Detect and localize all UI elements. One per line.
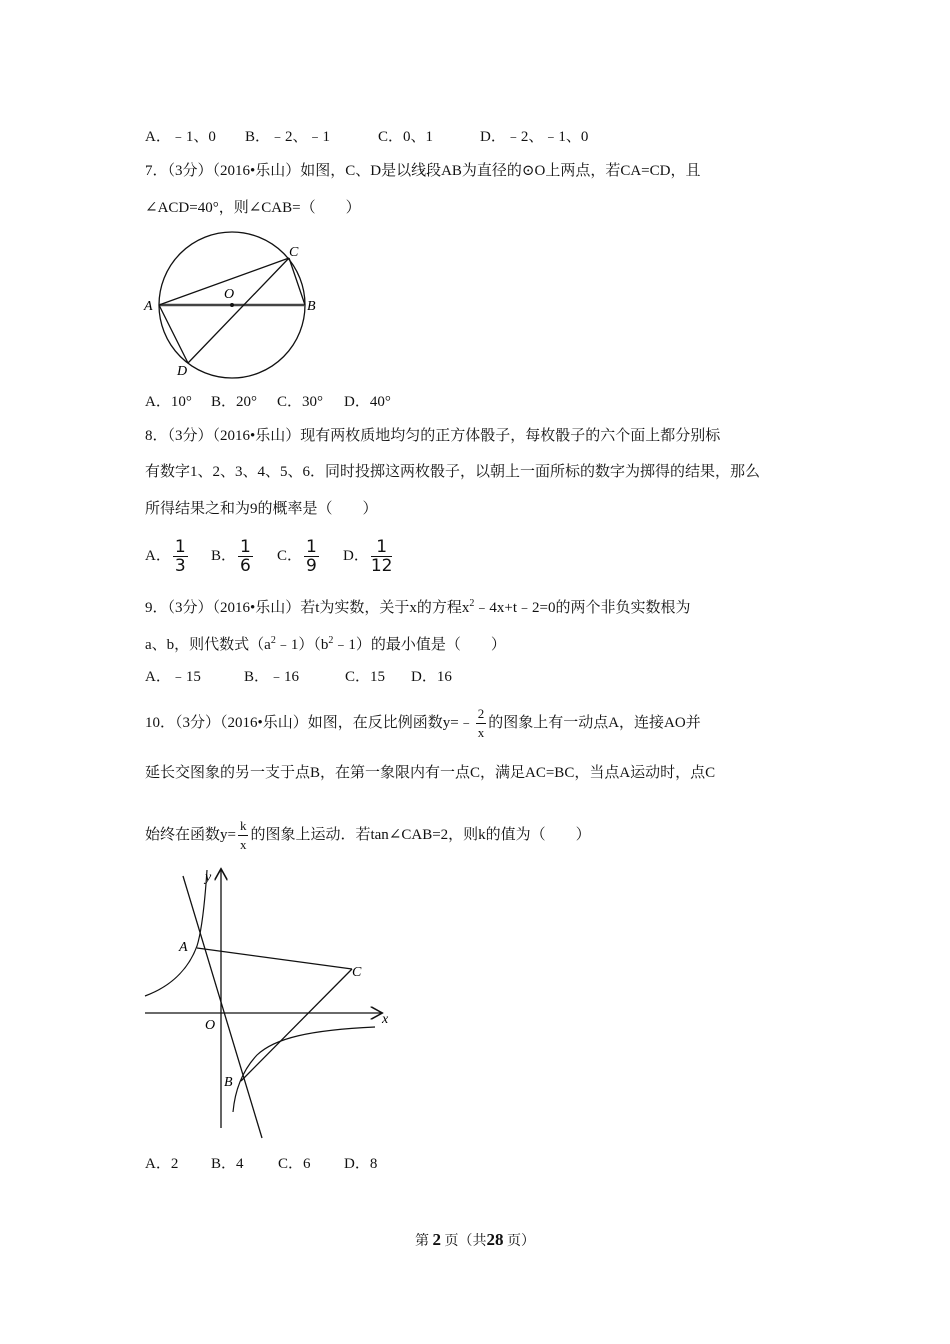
q9-option-b: B．﹣16 <box>244 669 300 685</box>
q7-option-b: B．20° <box>211 394 258 410</box>
q6-option-d: D．﹣2、﹣1、0 <box>480 129 589 145</box>
q10-curve-negative-branch-4th <box>233 1027 375 1112</box>
q7-option-d: D．40° <box>344 394 391 410</box>
q8-option-a: A． $\frac{1}{3}$ <box>145 537 186 577</box>
q9-stem-line1: 9．（3分）（2016•乐山）若t为实数，关于x的方程$x^2﹣4x+t﹣2=0$的两个非负实数根为 <box>145 598 691 616</box>
q10-options <box>145 1154 377 1174</box>
q9-option-c: C．15 <box>345 669 386 685</box>
q10-option-c: C．6 <box>278 1156 311 1172</box>
q8-option-c-fraction: $\frac{1}{9}$ <box>306 537 317 577</box>
q7-stem-line2: ∠ACD=40°，则∠CAB=（ ） <box>145 200 361 216</box>
q7-label-c: C <box>289 245 299 260</box>
q6-options <box>145 127 588 147</box>
q10-curve-negative-branch <box>145 870 207 996</box>
q8-option-d-fraction: $\frac{1}{12}$ <box>370 537 393 577</box>
q10-option-d: D．8 <box>344 1156 378 1172</box>
q8-option-c: C． $\frac{1}{9}$ <box>277 537 317 577</box>
q8-options <box>145 536 394 576</box>
q8-stem-line2: 有数字1、2、3、4、5、6．同时投掷这两枚骰子，以朝上一面所标的数字为掷得的结果，那么 <box>145 464 761 480</box>
q9-option-d: D．16 <box>411 669 452 685</box>
q6-option-a: A．﹣1、0 <box>145 129 216 145</box>
q10-label-o: O <box>205 1018 216 1033</box>
q10-stem-line1: 10．（3分）（2016•乐山）如图，在反比例函数y=﹣ $\frac{2}{x}$ 的图象上有一动点A，连接AO并 <box>145 706 701 741</box>
q10-label-a: A <box>179 940 188 955</box>
q9-options <box>145 667 452 687</box>
q7-circle-figure <box>140 226 340 386</box>
q9-stem-line2: a、b，则代数式$(a^2﹣1)(b^2﹣1)$的最小值是（ ） <box>145 635 506 653</box>
q8-option-b-fraction: $\frac{1}{6}$ <box>240 537 251 577</box>
footer-total-pages: 28 <box>486 1230 504 1249</box>
q7-option-c: C．30° <box>277 394 324 410</box>
q7-label-d: D <box>177 364 188 379</box>
footer-page-number: 2 <box>432 1230 441 1249</box>
q8-option-b: B． $\frac{1}{6}$ <box>211 537 251 577</box>
q10-line-ab <box>183 876 262 1138</box>
page-footer: 第 2 页（共28 页） <box>415 1230 535 1249</box>
q10-option-a: A．2 <box>145 1156 179 1172</box>
q10-label-x: x <box>382 1012 389 1027</box>
q10-stem-line2: 延长交图象的另一支于点B，在第一象限内有一点C，满足AC=BC，当点A运动时，点C <box>145 765 716 781</box>
q8-option-d: D． $\frac{1}{12}$ <box>343 537 393 577</box>
q7-stem-line1: 7．（3分）（2016•乐山）如图，C、D是以线段AB为直径的⊙O上两点，若CA=CD，且 <box>145 163 701 179</box>
q8-stem-line1: 8．（3分）（2016•乐山）现有两枚质地均匀的正方体骰子，每枚骰子的六个面上都分别标 <box>145 428 721 444</box>
q10-segment-bc <box>241 969 352 1081</box>
q10-fraction-k-over-x: $\frac{k}{x}$ <box>239 818 247 853</box>
q7-label-o: O <box>224 287 235 302</box>
q8-option-a-fraction: $\frac{1}{3}$ <box>174 537 186 577</box>
q10-option-b: B．4 <box>211 1156 244 1172</box>
q10-label-c: C <box>352 965 362 980</box>
q10-label-y: y <box>205 870 212 885</box>
q7-chord-cb <box>289 258 305 305</box>
q7-option-a: A．10° <box>145 394 192 410</box>
q7-label-a: A <box>144 299 153 314</box>
q6-option-b: B．﹣2、﹣1 <box>245 129 331 145</box>
q7-chord-ad <box>159 305 188 363</box>
q6-option-c: C．0、1 <box>378 129 434 145</box>
q7-options <box>145 392 391 412</box>
q7-label-b: B <box>307 299 316 314</box>
q10-stem-line3: 始终在函数y= $\frac{k}{x}$ 的图象上运动．若tan∠CAB=2，则k的值为（ ） <box>145 818 591 853</box>
q10-label-b: B <box>224 1075 233 1090</box>
q7-center-dot <box>230 303 234 307</box>
q9-option-a: A．﹣15 <box>145 669 201 685</box>
q8-stem-line3: 所得结果之和为9的概率是（ ） <box>145 501 378 517</box>
q7-chord-cd <box>188 258 289 363</box>
q10-segment-ac <box>197 948 352 969</box>
q10-coordinate-figure <box>140 862 400 1147</box>
q10-fraction-neg2-over-x: $\frac{2}{x}$ <box>477 706 485 741</box>
